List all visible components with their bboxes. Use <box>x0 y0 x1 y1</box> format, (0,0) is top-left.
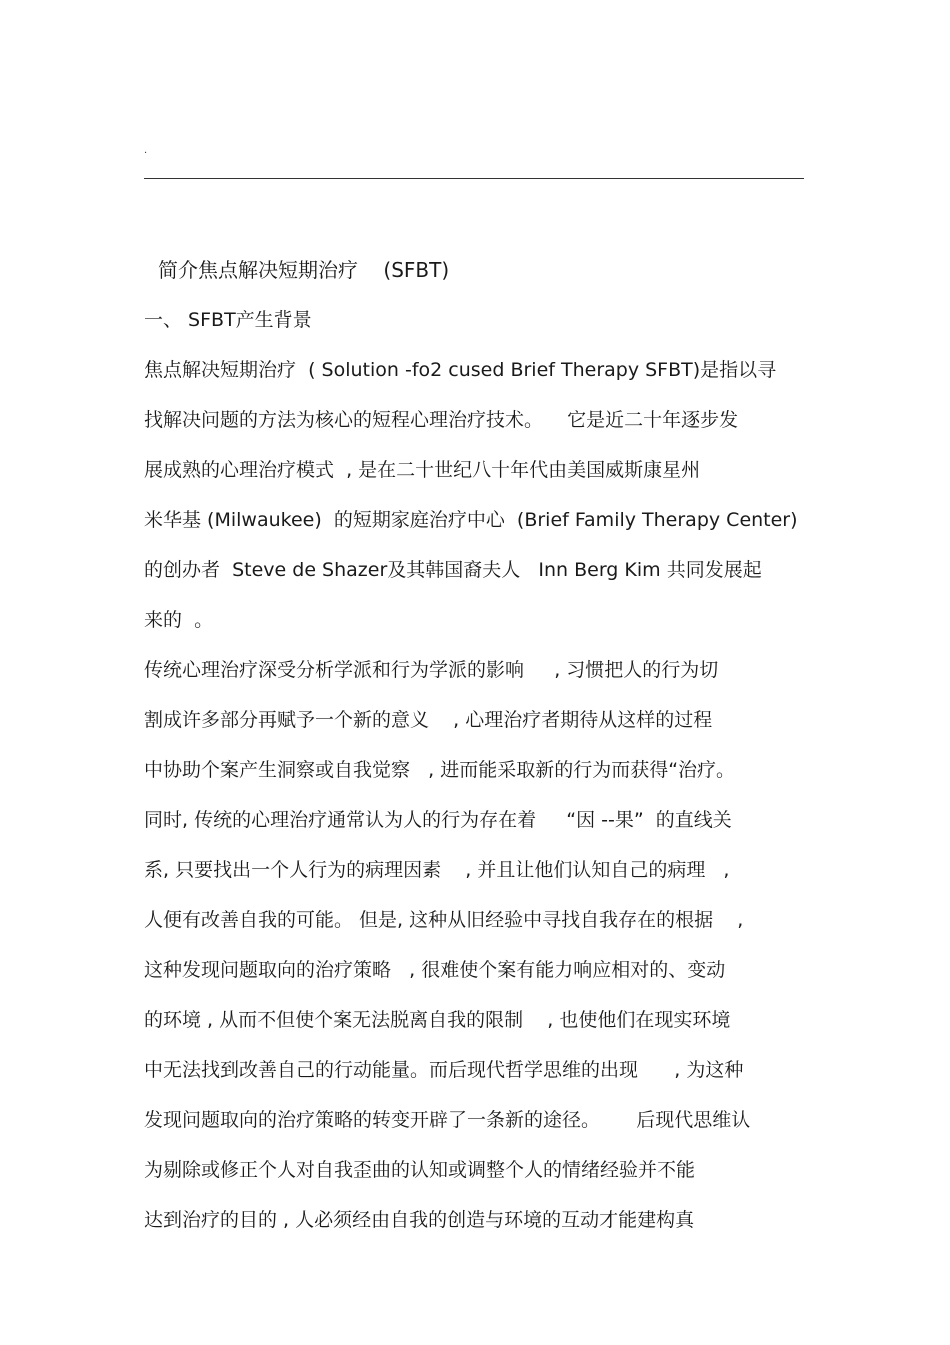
text-line: 传统心理治疗深受分析学派和行为学派的影响 , 习惯把人的行为切 <box>144 659 719 681</box>
paragraph-1 <box>144 352 824 652</box>
text-line: 达到治疗的目的 , 人必须经由自我的创造与环境的互动才能建构真 <box>144 1209 695 1231</box>
text-line: 米华基 (Milwaukee) 的短期家庭治疗中心 (Brief Family Therapy Center) <box>144 509 798 531</box>
text-line: 这种发现问题取向的治疗策略 , 很难使个案有能力响应相对的、变动 <box>144 959 726 981</box>
text-line: 人便有改善自我的可能。 但是, 这种从旧经验中寻找自我存在的根据 , <box>144 909 744 931</box>
text-line: 为剔除或修正个人对自我歪曲的认知或调整个人的情绪经验并不能 <box>144 1159 696 1181</box>
text-line: 的环境 , 从而不但使个案无法脱离自我的限制 , 也使他们在现实环境 <box>144 1009 731 1031</box>
header-mark: . <box>144 145 148 156</box>
section-heading: 一、 SFBT产生背景 <box>144 309 312 331</box>
text-line: 来的 。 <box>144 609 214 631</box>
text-line: 展成熟的心理治疗模式 , 是在二十世纪八十年代由美国威斯康星州 <box>144 459 701 481</box>
text-line: 发现问题取向的治疗策略的转变开辟了一条新的途径。 后现代思维认 <box>144 1109 751 1131</box>
text-line: 中协助个案产生洞察或自我觉察 , 进而能采取新的行为而获得“治疗。 <box>144 759 736 781</box>
text-line: 系, 只要找出一个人行为的病理因素 , 并且让他们认知自己的病理 , <box>144 859 730 881</box>
text-line: 焦点解决短期治疗 ( Solution -fo2 cused Brief Therapy SFBT)是指以寻 <box>144 359 777 381</box>
text-line: 找解决问题的方法为核心的短程心理治疗技术。 它是近二十年逐步发 <box>144 409 739 431</box>
text-line: 割成许多部分再赋予一个新的意义 , 心理治疗者期待从这样的过程 <box>144 709 713 731</box>
document-body <box>144 252 824 1252</box>
text-line: 中无法找到改善自己的行动能量。而后现代哲学思维的出现 , 为这种 <box>144 1059 744 1081</box>
text-line: 的创办者 Steve de Shazer及其韩国裔夫人 Inn Berg Kim 共同发展起 <box>144 559 762 581</box>
text-line: 同时, 传统的心理治疗通常认为人的行为存在着 “因 --果” 的直线关 <box>144 809 732 831</box>
document-title: 简介焦点解决短期治疗 (SFBT) <box>158 258 450 282</box>
header-divider <box>144 178 804 179</box>
paragraph-2 <box>144 652 824 1252</box>
